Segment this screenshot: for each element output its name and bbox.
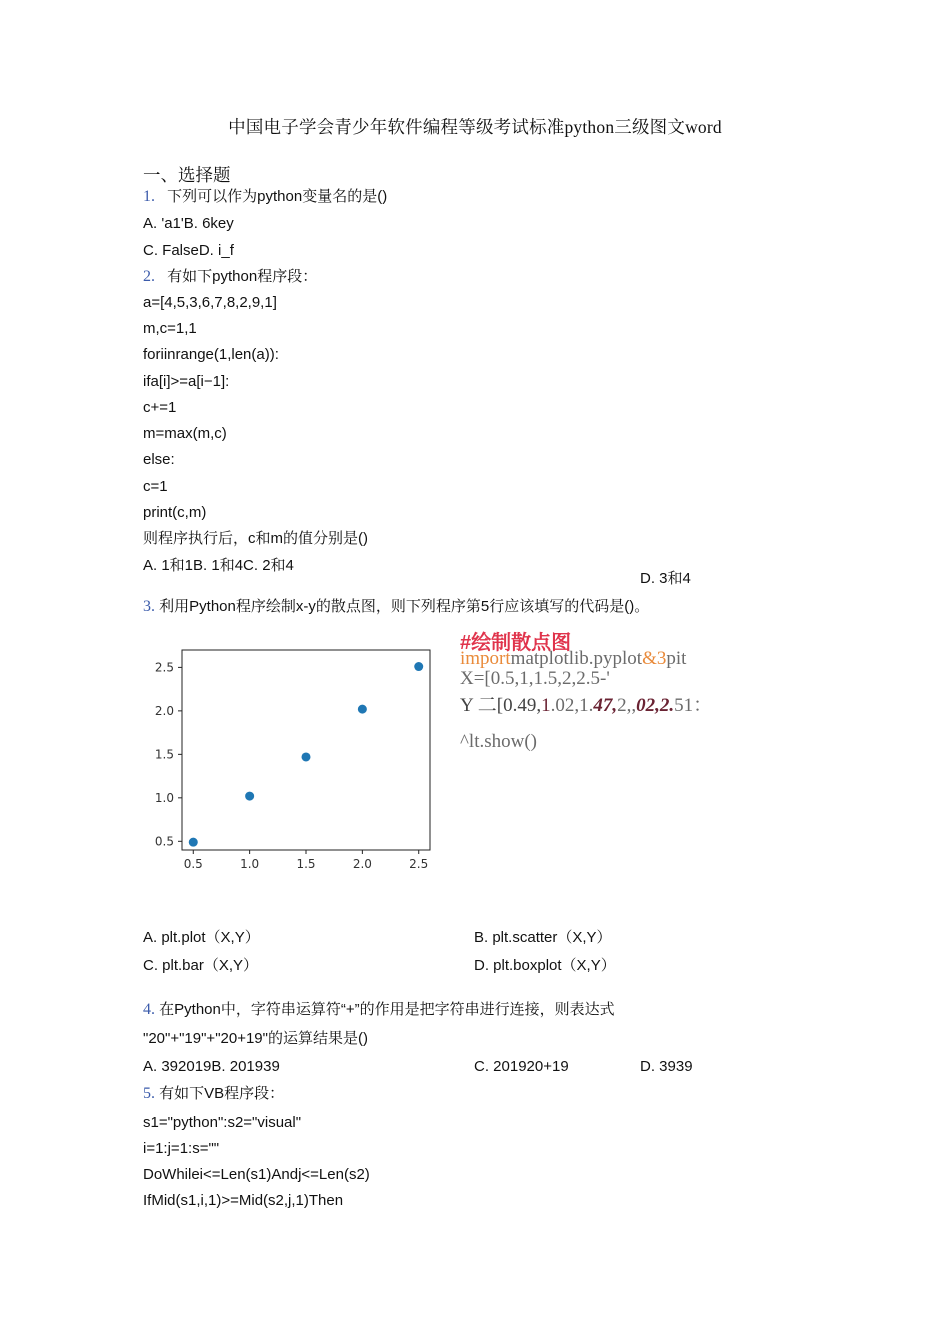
import-module: matplotlib.pyplot — [510, 648, 643, 669]
question-5 — [143, 1084, 284, 1104]
code-line: foriinrange(1,len(a)): — [143, 346, 279, 363]
code-line: c=1 — [143, 478, 168, 495]
code-comment: #绘制散点图 — [460, 632, 572, 654]
q1-options-ab: A. 'a1'B. 6key — [143, 215, 234, 232]
y-tick-label: 0.5 — [154, 834, 174, 849]
import-alias: pit — [666, 648, 687, 669]
q3-option-c: C. plt.bar（X,Y） — [143, 957, 259, 974]
q3-option-d: D. plt.boxplot（X,Y） — [474, 957, 616, 974]
q4-option-c: C. 201920+19 — [474, 1058, 569, 1075]
q3-option-a: A. plt.plot（X,Y） — [143, 929, 260, 946]
x-tick-label: 2.0 — [352, 857, 372, 871]
question-text: 有如下python程序段： — [167, 268, 318, 285]
code-y-part: 51： — [674, 695, 713, 716]
section-heading: 一、选择题 — [143, 165, 231, 185]
code-y-part: .02,1. — [550, 695, 594, 716]
scatter-point — [302, 752, 311, 761]
code-line: s1="python":s2="visual" — [143, 1114, 302, 1131]
y-tick-label: 2.0 — [154, 703, 174, 718]
scatter-plot — [140, 640, 440, 880]
code-line: c+=1 — [143, 399, 177, 416]
question-number: 5. — [143, 1085, 155, 1102]
code-line: m=max(m,c) — [143, 425, 227, 442]
y-tick-label: 1.0 — [154, 790, 174, 805]
question-number: 1. — [143, 188, 155, 205]
code-line: IfMid(s1,i,1)>=Mid(s2,j,1)Then — [143, 1192, 344, 1209]
question-number: 2. — [143, 268, 155, 285]
import-amp: &3 — [642, 648, 667, 669]
code-line: else: — [143, 451, 175, 468]
question-2 — [143, 267, 317, 287]
scatter-point — [189, 838, 198, 847]
question-number: 3. — [143, 598, 155, 615]
code-y-part: 47, — [593, 695, 618, 716]
code-show-line: ^lt.show() — [460, 731, 537, 752]
y-tick-label: 2.5 — [154, 660, 174, 675]
plot-frame — [182, 650, 430, 850]
question-number: 4. — [143, 1001, 155, 1018]
question-text: 在Python中，字符串运算符“+”的作用是把字符串进行连接，则表达式 — [159, 1001, 615, 1018]
x-tick-label: 0.5 — [183, 857, 203, 871]
q3-option-b: B. plt.scatter（X,Y） — [474, 929, 612, 946]
code-y-part: 1 — [541, 695, 551, 716]
scatter-point — [358, 705, 367, 714]
question-text: 有如下VB程序段： — [159, 1085, 285, 1102]
q4-text-cont: "20"+"19"+"20+19"的运算结果是() — [143, 1030, 368, 1047]
code-y-part: 02,2. — [636, 695, 675, 716]
code-y-part: Y 二[0.49, — [460, 695, 542, 716]
question-3 — [143, 597, 649, 617]
q4-option-d: D. 3939 — [640, 1058, 693, 1075]
code-y-line — [460, 690, 712, 717]
code-line: m,c=1,1 — [143, 320, 197, 337]
code-y-part: 2,, — [617, 695, 637, 716]
code-line: DoWhilei<=Len(s1)Andj<=Len(s2) — [143, 1166, 370, 1183]
scatter-point — [245, 792, 254, 801]
code-line: print(c,m) — [143, 504, 207, 521]
import-keyword: import — [460, 648, 511, 669]
scatter-point — [414, 662, 423, 671]
q2-options-abc: A. 1和1B. 1和4C. 2和4 — [143, 557, 294, 574]
code-line: i=1:j=1:s="" — [143, 1140, 220, 1157]
question-text: 利用Python程序绘制x-y的散点图，则下列程序第5行应该填写的代码是()。 — [159, 598, 650, 615]
x-tick-label: 1.5 — [296, 857, 316, 871]
x-tick-label: 2.5 — [409, 857, 429, 871]
q4-options-ab: A. 392019B. 201939 — [143, 1058, 280, 1075]
q2-option-d: D. 3和4 — [640, 570, 691, 587]
question-text: 下列可以作为python变量名的是() — [167, 188, 388, 205]
question-4 — [143, 1000, 615, 1020]
y-tick-label: 1.5 — [154, 747, 174, 762]
x-tick-label: 1.0 — [240, 857, 260, 871]
code-line: ifa[i]>=a[i−1]: — [143, 373, 230, 390]
code-import-line — [460, 648, 686, 670]
code-x-line: X=[0.5,1,1.5,2,2.5-' — [460, 668, 610, 689]
document-title: 中国电子学会青少年软件编程等级考试标准python三级图文word — [228, 117, 722, 137]
code-line: a=[4,5,3,6,7,8,2,9,1] — [143, 294, 277, 311]
question-1 — [143, 187, 387, 207]
q1-options-cd: C. FalseD. i_f — [143, 242, 234, 259]
q2-followup: 则程序执行后，c和m的值分别是() — [143, 530, 368, 547]
